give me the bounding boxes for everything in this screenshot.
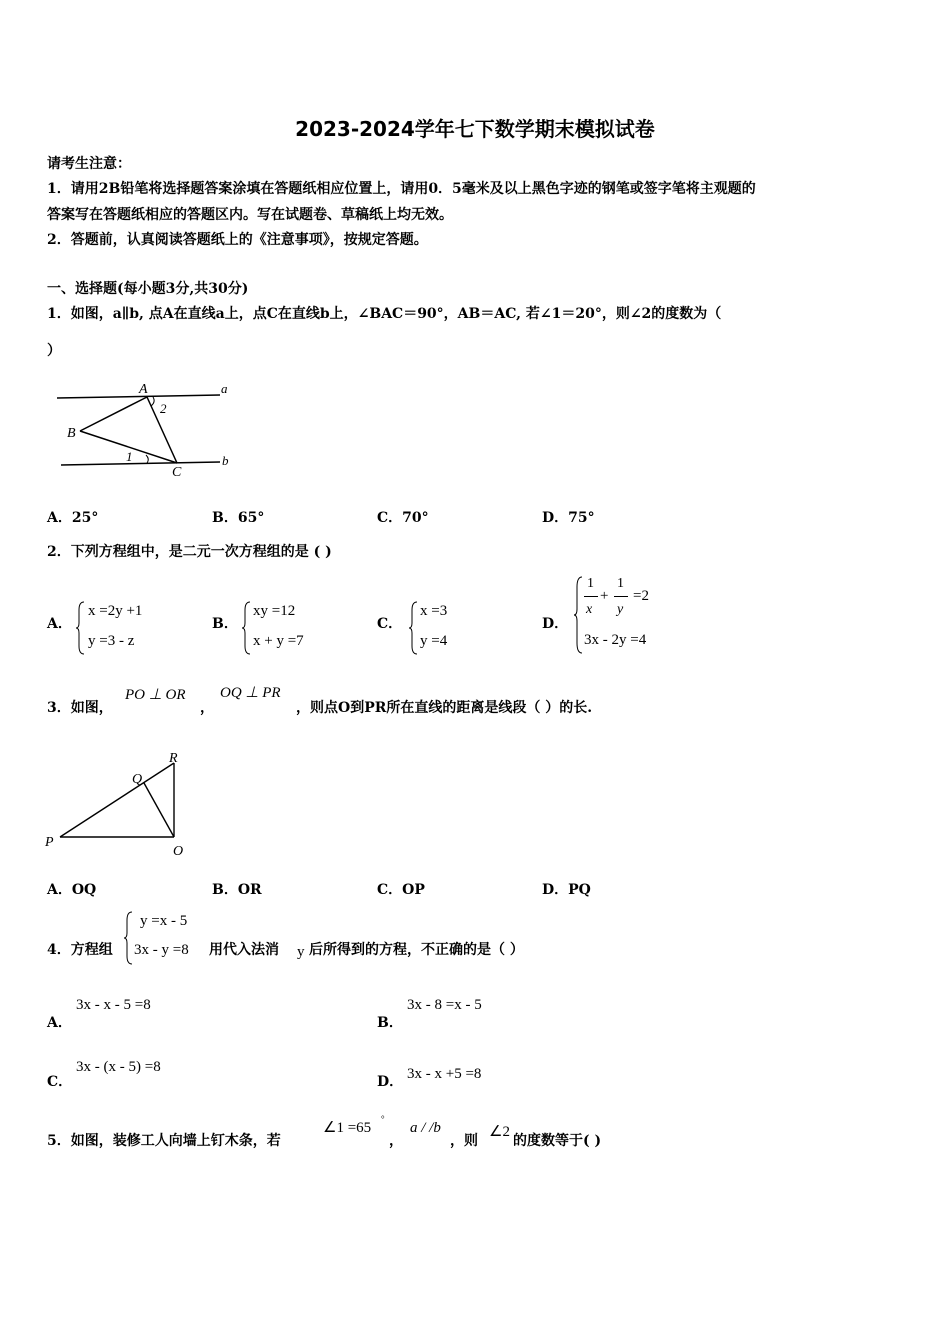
q3-comma: ， (200, 700, 214, 716)
q4-option-b-label[interactable]: B． (377, 1015, 403, 1031)
q1-stem-end: ） (47, 343, 61, 359)
q2-d-frac1-den: x (586, 602, 593, 617)
q4-stem-lead: 4．方程组 (47, 942, 113, 958)
q2-d-eq1-rhs: =2 (633, 588, 649, 604)
q3-option-a[interactable]: A．OQ (47, 882, 97, 898)
q3-figure (40, 745, 200, 865)
q3-option-d[interactable]: D．PQ (542, 882, 591, 898)
q4-option-d-expr: 3x - x +5 =8 (407, 1066, 482, 1082)
q4-sys-eq2: 3x - y =8 (134, 942, 189, 958)
q4-option-d-label[interactable]: D． (377, 1074, 404, 1090)
q4-stem-mid: 用代入法消 (209, 942, 279, 958)
q4-option-a-label[interactable]: A． (47, 1015, 72, 1031)
q4-sys-eq1: y =x - 5 (140, 913, 188, 929)
label-angle-2: 2 (160, 401, 167, 416)
q2-d-plus: + (600, 588, 609, 604)
q4-option-c-label[interactable]: C． (47, 1074, 73, 1090)
notice-line-1b: 答案写在答题纸相应的答题区内。写在试题卷、草稿纸上均无效。 (47, 207, 453, 223)
q2-c-eq2: y =4 (420, 633, 448, 649)
segment-pr (60, 763, 174, 837)
q2-d-frac2-den: y (617, 602, 624, 617)
q4-option-a-expr: 3x - x - 5 =8 (76, 997, 151, 1013)
page-title: 2023-2024学年七下数学期末模拟试卷 (295, 117, 655, 141)
q2-option-d-label[interactable]: D． (542, 616, 569, 632)
q2-d-frac1-num: 1 (587, 576, 594, 591)
q5-expr-parallel: a / /b (410, 1120, 441, 1136)
q2-option-a-label[interactable]: A． (47, 616, 72, 632)
q1-option-a[interactable]: A．25° (47, 510, 99, 526)
q5-stem-lead: 5．如图，装修工人向墙上钉木条，若 (47, 1133, 281, 1149)
q5-stem-mid: ，则 (450, 1133, 478, 1149)
q2-stem: 2．下列方程组中，是二元一次方程组的是 ( ) (47, 544, 332, 560)
section-heading: 一、选择题(每小题3分,共30分) (47, 281, 249, 297)
q2-b-eq1: xy =12 (253, 603, 296, 619)
angle-2-arc (151, 397, 154, 406)
notice-heading: 请考生注意： (47, 156, 131, 172)
label-a: a (221, 381, 228, 396)
label-A: A (139, 382, 148, 397)
q2-a-brace (76, 600, 86, 656)
label-C: C (172, 465, 182, 480)
label-Q: Q (132, 772, 143, 787)
q4-option-b-expr: 3x - 8 =x - 5 (407, 997, 482, 1013)
q2-d-frac2-num: 1 (617, 576, 624, 591)
q2-option-c-label[interactable]: C． (377, 616, 403, 632)
q2-c-brace (409, 600, 419, 656)
notice-line-1a: 1．请用2B铅笔将选择题答案涂填在答题纸相应位置上，请用0．5毫米及以上黑色字迹的钢笔或签字笔将主观题的 (47, 181, 756, 197)
label-b: b (222, 453, 229, 468)
q4-brace (124, 910, 134, 966)
label-R: R (169, 751, 178, 766)
q5-expr-angle2: ∠2 (489, 1124, 510, 1140)
q2-a-eq2: y =3 - z (88, 633, 135, 649)
q2-d-brace (574, 575, 584, 655)
q1-option-c[interactable]: C．70° (377, 510, 429, 526)
q2-option-b-label[interactable]: B． (212, 616, 238, 632)
q5-expr-angle1: ∠1 =65 (323, 1120, 372, 1136)
q3-stem-lead: 3．如图， (47, 700, 113, 716)
q2-a-eq1: x =2y +1 (88, 603, 143, 619)
q3-stem-tail: ，则点O到PR所在直线的距离是线段（ ）的长. (296, 700, 593, 716)
label-angle-1: 1 (126, 449, 133, 464)
q3-expr-oq-perp-pr: OQ ⊥ PR (220, 685, 281, 701)
q5-degree: ° (381, 1114, 385, 1124)
q3-option-c[interactable]: C．OP (377, 882, 425, 898)
q1-option-d[interactable]: D．75° (542, 510, 595, 526)
angle-1-arc (146, 455, 148, 463)
segment-oq (144, 783, 174, 837)
q4-var-y: y (297, 944, 305, 960)
q2-d-frac2-bar (614, 596, 628, 597)
q4-stem-tail: 后所得到的方程，不正确的是（ ） (309, 942, 524, 958)
q1-option-b[interactable]: B．65° (212, 510, 265, 526)
q2-c-eq1: x =3 (420, 603, 448, 619)
q1-stem: 1．如图，a∥b, 点A在直线a上，点C在直线b上，∠BAC＝90°，AB＝AC, 若∠1＝20°，则∠2的度数为（ (47, 306, 722, 322)
label-B: B (67, 426, 76, 441)
segment-ab (80, 397, 147, 431)
q5-stem-tail: 的度数等于( ) (513, 1133, 602, 1149)
q4-option-c-expr: 3x - (x - 5) =8 (76, 1059, 161, 1075)
q5-comma: ， (389, 1133, 403, 1149)
label-P: P (45, 835, 54, 850)
line-b (61, 462, 220, 465)
q1-figure (50, 375, 250, 485)
q3-option-b[interactable]: B．OR (212, 882, 262, 898)
q2-b-brace (242, 600, 252, 656)
q3-expr-po-perp-or: PO ⊥ OR (125, 687, 186, 703)
q2-d-eq2: 3x - 2y =4 (584, 632, 647, 648)
q2-b-eq2: x + y =7 (253, 633, 304, 649)
label-O: O (173, 844, 184, 859)
q2-d-frac1-bar (584, 596, 598, 597)
notice-line-2: 2．答题前，认真阅读答题纸上的《注意事项》，按规定答题。 (47, 232, 428, 248)
